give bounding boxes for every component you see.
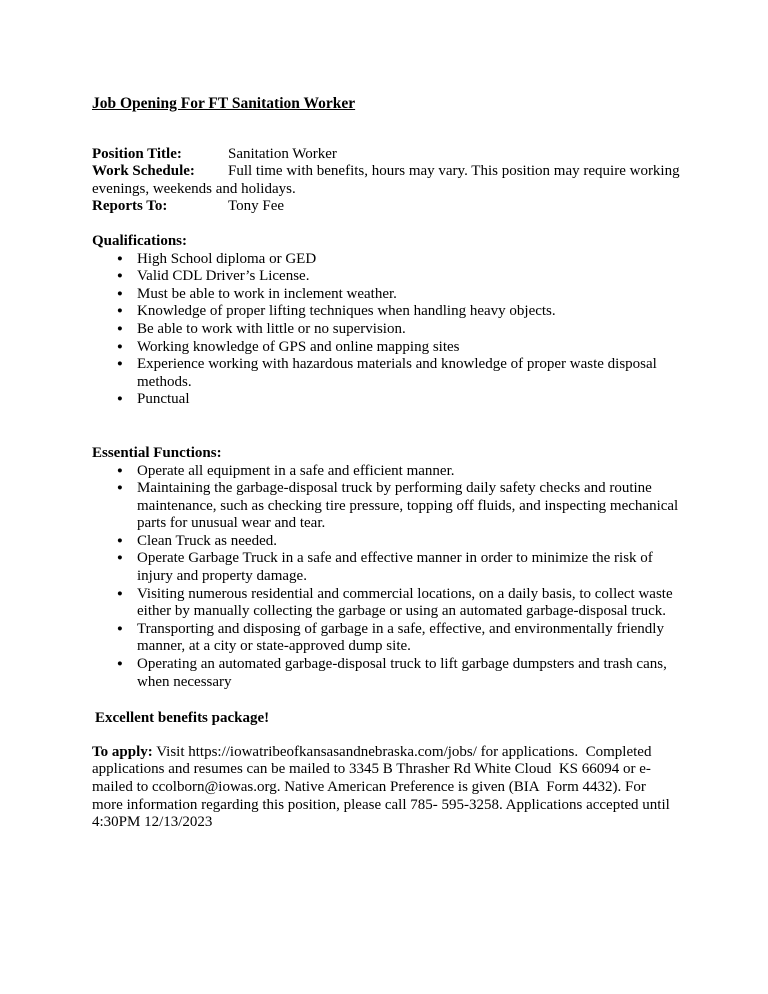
- qualifications-list: [92, 251, 680, 409]
- qualification-item: ● Knowledge of proper lifting techniques when handling heavy objects.: [137, 303, 680, 321]
- position-details: [92, 146, 680, 216]
- essential-function-item: ● Operate all equipment in a safe and efficient manner.: [137, 463, 680, 481]
- essential-function-item: ● Clean Truck as needed.: [137, 533, 680, 551]
- essential-function-item: ● Transporting and disposing of garbage in a safe, effective, and environmentally friendly manner, at a city or state-approved dump site.: [137, 621, 680, 656]
- qualification-item: ● Punctual: [137, 391, 680, 409]
- detail-row: [92, 163, 680, 198]
- essential-function-item: ● Maintaining the garbage-disposal truck by performing daily safety checks and routine maintenance, such as checking tire pressure, topping off fluids, and inspecting mechanical parts for unusual wear and tear.: [137, 480, 680, 533]
- qualification-item: ● Working knowledge of GPS and online mapping sites: [137, 339, 680, 357]
- apply-paragraph: [92, 744, 680, 832]
- detail-value: Sanitation Worker: [228, 145, 337, 162]
- detail-label: Reports To:: [92, 198, 168, 215]
- essential-function-item: ● Visiting numerous residential and commercial locations, on a daily basis, to collect waste either by manually collecting the garbage or using an automated garbage-disposal truck.: [137, 586, 680, 621]
- detail-value: Full time with benefits, hours may vary. This position may require working evenings, weekends and holidays.: [92, 163, 680, 197]
- qualification-item: ● Experience working with hazardous materials and knowledge of proper waste disposal methods.: [137, 356, 680, 391]
- qualification-item: ● Must be able to work in inclement weather.: [137, 286, 680, 304]
- detail-label: Position Title:: [92, 145, 182, 162]
- essential-function-item: ● Operate Garbage Truck in a safe and effective manner in order to minimize the risk of injury and property damage.: [137, 550, 680, 585]
- apply-text: Visit https://iowatribeofkansasandnebraska.com/jobs/ for applications. Completed applications and resumes can be mailed to 3345 B Thrasher Rd White Cloud KS 66094 or e-mailed to ccolborn@iowas.org. Native American Preference is given (BIA Form 4432). For more information regarding this position, please call 785- 595-3258. Applications accepted until 4:30PM 12/13/2023: [92, 743, 674, 831]
- qualification-item: ● High School diploma or GED: [137, 251, 680, 269]
- essential-functions-heading: Essential Functions:: [92, 444, 222, 461]
- document-title: Job Opening For FT Sanitation Worker: [92, 95, 356, 112]
- benefits-line: Excellent benefits package!: [95, 710, 270, 727]
- qualification-item: ● Be able to work with little or no supervision.: [137, 321, 680, 339]
- essential-functions-list: [92, 463, 680, 692]
- qualification-item: ● Valid CDL Driver’s License.: [137, 268, 680, 286]
- qualifications-heading: Qualifications:: [92, 232, 188, 249]
- detail-row: [92, 146, 680, 164]
- detail-value: Tony Fee: [228, 198, 285, 215]
- apply-label: To apply:: [92, 743, 153, 760]
- detail-label: Work Schedule:: [92, 163, 195, 180]
- detail-row: [92, 198, 680, 216]
- essential-function-item: ● Operating an automated garbage-disposal truck to lift garbage dumpsters and trash cans, when necessary: [137, 656, 680, 691]
